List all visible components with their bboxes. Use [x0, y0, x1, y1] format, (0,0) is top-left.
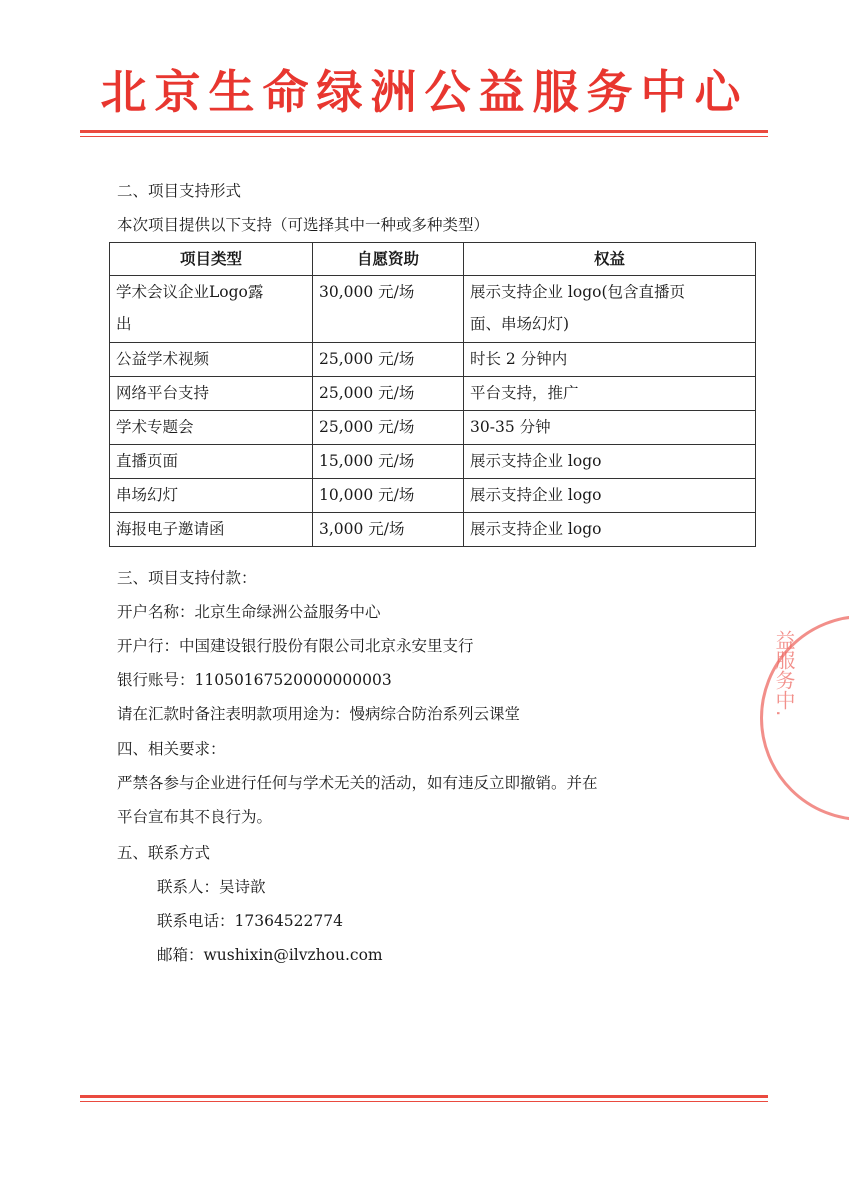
letterhead-divider: [80, 130, 768, 133]
row-benefit: 时长 2 分钟内: [464, 343, 756, 377]
section-3-heading: 三、项目支持付款：: [117, 569, 257, 587]
row-type: 学术专题会: [110, 411, 313, 445]
table-row: [110, 276, 756, 343]
contact-person: 联系人：吴诗歆: [157, 878, 266, 896]
requirement-text-2: 平台宣布其不良行为。: [117, 808, 273, 826]
table-row: [110, 377, 756, 411]
header-amount: 自愿资助: [313, 243, 464, 276]
row-amount: 3,000 元/场: [313, 513, 464, 547]
row-amount: 30,000 元/场: [313, 276, 464, 343]
row-benefit: 展示支持企业 logo: [464, 479, 756, 513]
section-5-heading: 五、联系方式: [117, 844, 211, 862]
requirement-text-1: 严禁各参与企业进行任何与学术无关的活动，如有违反立即撤销。并在: [117, 774, 598, 792]
seal-text: 益服务中.: [772, 630, 796, 717]
row-type: 直播页面: [110, 445, 313, 479]
row-benefit: 展示支持企业 logo(包含直播页 面、串场幻灯): [464, 276, 756, 343]
contact-phone: 联系电话：17364522774: [157, 912, 343, 930]
header-type: 项目类型: [110, 243, 313, 276]
row-amount: 10,000 元/场: [313, 479, 464, 513]
footer-divider: [80, 1095, 768, 1098]
row-benefit: 展示支持企业 logo: [464, 513, 756, 547]
table-header-row: [110, 243, 756, 276]
bank-branch: 开户行：中国建设银行股份有限公司北京永安里支行: [117, 637, 474, 655]
row-type: 公益学术视频: [110, 343, 313, 377]
row-amount: 15,000 元/场: [313, 445, 464, 479]
section-2-intro: 本次项目提供以下支持（可选择其中一种或多种类型）: [117, 216, 490, 234]
row-type: 学术会议企业Logo露 出: [110, 276, 313, 343]
row-amount: 25,000 元/场: [313, 343, 464, 377]
table-row: [110, 445, 756, 479]
row-type: 海报电子邀请函: [110, 513, 313, 547]
row-benefit: 30-35 分钟: [464, 411, 756, 445]
section-2-heading: 二、项目支持形式: [117, 182, 242, 200]
support-table: [109, 242, 756, 547]
row-type: 网络平台支持: [110, 377, 313, 411]
row-benefit: 展示支持企业 logo: [464, 445, 756, 479]
payment-remark: 请在汇款时备注表明款项用途为：慢病综合防治系列云课堂: [117, 705, 521, 723]
table-row: [110, 479, 756, 513]
row-amount: 25,000 元/场: [313, 411, 464, 445]
table-row: [110, 343, 756, 377]
table-row: [110, 513, 756, 547]
table-row: [110, 411, 756, 445]
row-amount: 25,000 元/场: [313, 377, 464, 411]
header-benefit: 权益: [464, 243, 756, 276]
footer-divider-thin: [80, 1101, 768, 1102]
section-4-heading: 四、相关要求：: [117, 740, 226, 758]
row-type: 串场幻灯: [110, 479, 313, 513]
letterhead-title: 北京生命绿洲公益服务中心: [100, 65, 749, 119]
letterhead-divider-thin: [80, 136, 768, 137]
contact-email: 邮箱：wushixin@ilvzhou.com: [157, 946, 383, 964]
account-name: 开户名称：北京生命绿洲公益服务中心: [117, 603, 381, 621]
account-number: 银行账号：11050167520000000003: [117, 671, 392, 689]
row-benefit: 平台支持，推广: [464, 377, 756, 411]
